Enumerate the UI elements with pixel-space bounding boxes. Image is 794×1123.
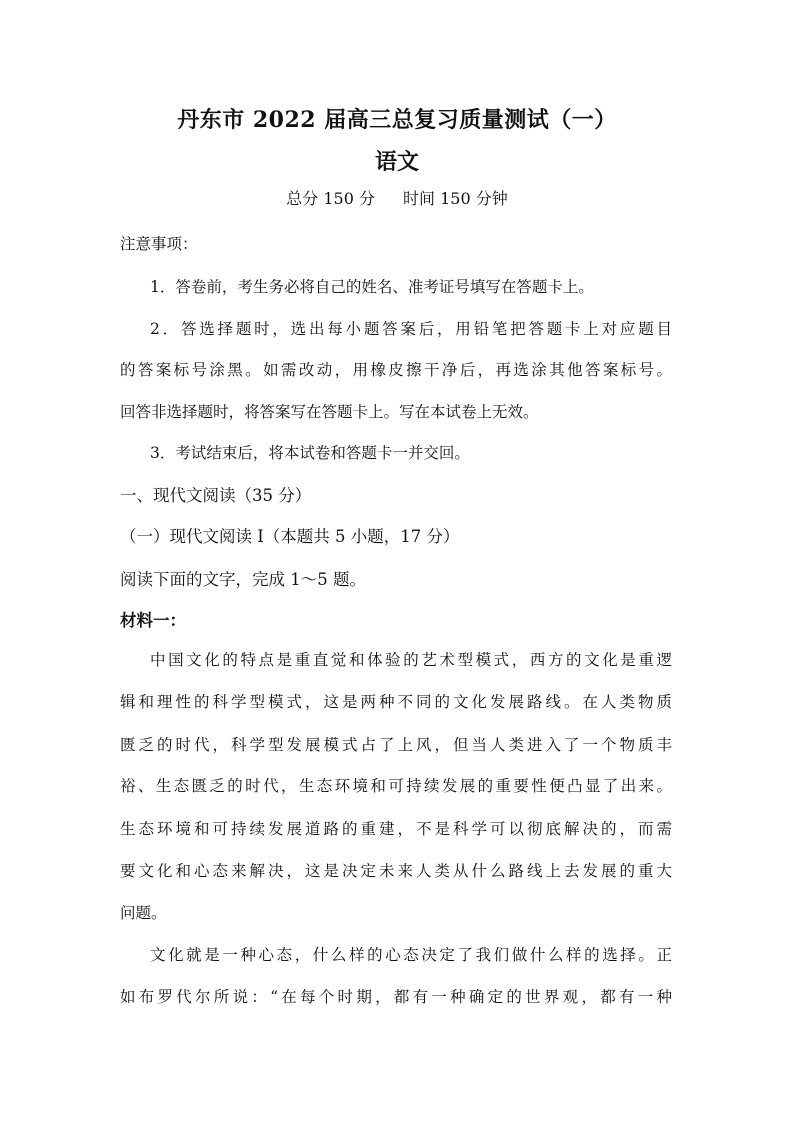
subject-title: 语文 [374, 149, 419, 175]
passage-line: 中国文化的特点是重直觉和体验的艺术型模式，西方的文化是重逻 [150, 651, 672, 669]
note-item-2-cont: 的答案标号涂黑。如需改动，用橡皮擦干净后，再选涂其他答案标号。 [120, 361, 672, 379]
total-score: 总分 150 分 [286, 189, 375, 208]
reading-instruction: 阅读下面的文字，完成 1～5 题。 [120, 570, 366, 589]
passage-line: 问题。 [120, 904, 167, 922]
passage-line: 生态环境和可持续发展道路的重建，不是科学可以彻底解决的，而需 [120, 820, 672, 838]
passage-line: 要文化和心态来解决，这是决定未来人类从什么路线上去发展的重大 [120, 862, 672, 880]
note-item-2-cont2: 回答非选择题时，将答案写在答题卡上。写在本试卷上无效。 [120, 403, 539, 421]
passage-line: 辑和理性的科学型模式，这是两种不同的文化发展路线。在人类物质 [120, 693, 672, 711]
passage-line: 匮乏的时代，科学型发展模式占了上风，但当人类进入了一个物质丰 [120, 736, 672, 754]
note-item-2: 2．答选择题时，选出每小题答案后，用铅笔把答题卡上对应题目 [150, 320, 672, 338]
passage-line: 文化就是一种心态，什么样的心态决定了我们做什么样的选择。正 [150, 946, 672, 964]
subsection-heading: （一）现代文阅读 I（本题共 5 小题，17 分） [120, 527, 460, 546]
section-heading: 一、现代文阅读（35 分） [120, 486, 312, 505]
material-label: 材料一： [120, 611, 186, 630]
note-item-1: 1．答卷前，考生务必将自己的姓名、准考证号填写在答题卡上。 [150, 278, 594, 296]
passage-line: 如布罗代尔所说：“在每个时期，都有一种确定的世界观，都有一种 [120, 988, 672, 1006]
note-item-3: 3．考试结束后，将本试卷和答题卡一并交回。 [150, 444, 470, 462]
exam-time: 时间 150 分钟 [403, 189, 508, 208]
passage-line: 裕、生态匮乏的时代，生态环境和可持续发展的重要性便凸显了出来。 [120, 777, 672, 795]
notes-heading: 注意事项： [120, 235, 198, 253]
exam-meta [0, 186, 794, 209]
exam-title: 丹东市 2022 届高三总复习质量测试（一） [177, 107, 617, 133]
